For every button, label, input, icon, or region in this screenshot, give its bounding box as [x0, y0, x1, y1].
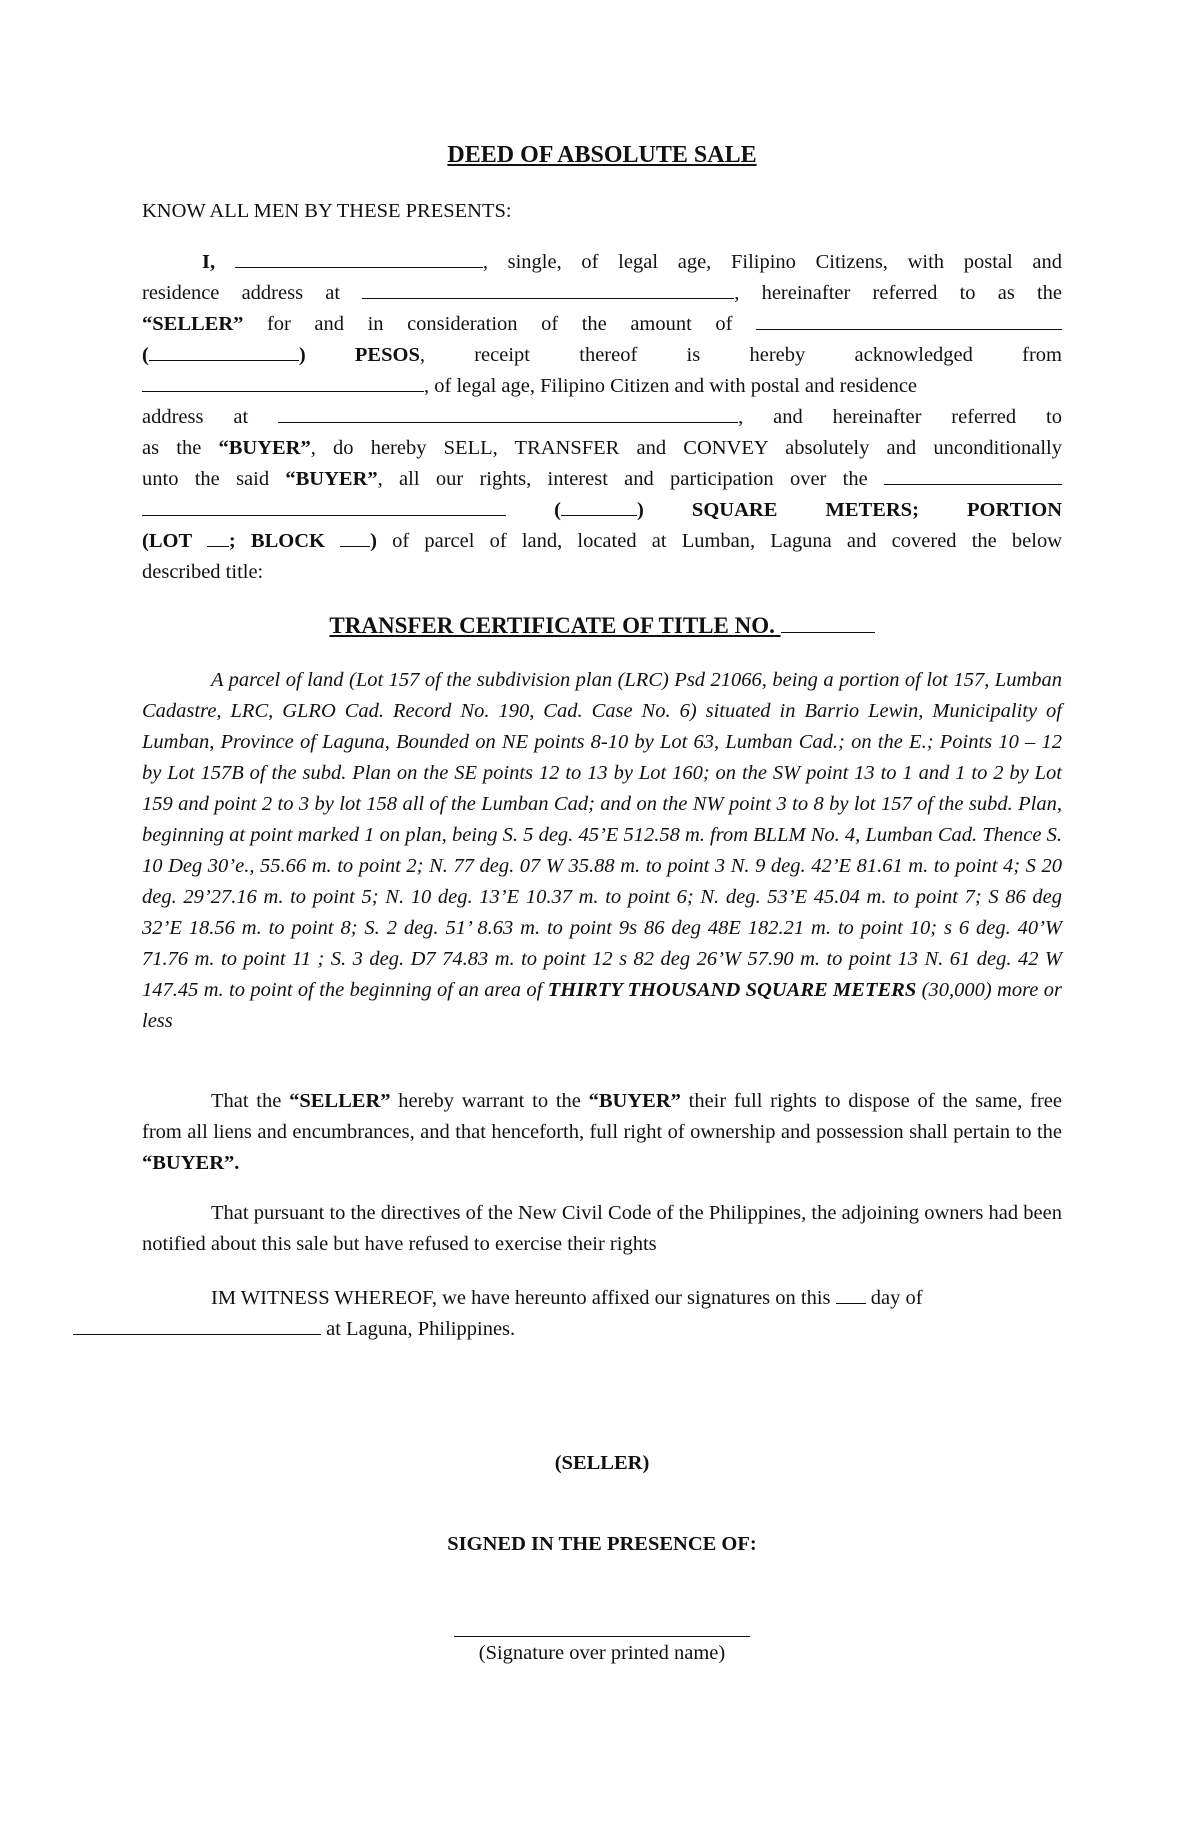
lot-blank	[207, 528, 229, 547]
signed-presence-label: SIGNED IN THE PRESENCE OF:	[447, 1533, 757, 1555]
day-blank	[836, 1285, 866, 1304]
p1-l8a: unto the said	[142, 468, 286, 490]
buyer-address-blank	[278, 404, 738, 423]
p1-l1a: I,	[202, 251, 216, 273]
p1-l1b: , single, of legal age, Filipino Citizens, with postal and	[482, 251, 1063, 273]
p1-l4a: (	[142, 344, 149, 366]
deed-page	[142, 0, 1062, 1835]
buyer-name-blank	[142, 373, 424, 392]
p1-line-5	[142, 371, 1062, 402]
p1-l10a: (LOT	[142, 530, 207, 552]
p1-l11: described title:	[142, 561, 264, 583]
p4-b: day of	[865, 1287, 923, 1309]
p1-line-7	[142, 433, 1062, 464]
warranty-paragraph	[142, 1086, 1062, 1179]
p1-l4b: ) PESOS	[298, 344, 420, 366]
area-figures-blank	[561, 497, 637, 516]
tct-heading	[142, 612, 1062, 639]
area-words-blank-2	[142, 497, 506, 516]
seller-address-blank	[362, 280, 734, 299]
p1-l7c: , do hereby SELL, TRANSFER and CONVEY absolutely and unconditionally	[310, 437, 1062, 459]
p1-line-9	[142, 495, 1062, 526]
seller-buyer-paragraph	[142, 247, 1062, 588]
land-description	[142, 665, 1062, 1037]
p1-line-1	[142, 247, 1062, 278]
tct-heading-text: TRANSFER CERTIFICATE OF TITLE NO.	[329, 613, 775, 638]
p1-l9a: (	[554, 499, 561, 521]
p1-l10c: )	[370, 530, 377, 552]
p1-line-3	[142, 309, 1062, 340]
p1-line-11	[142, 557, 1062, 588]
p1-l6a: address at	[142, 406, 249, 428]
p1-line-6	[142, 402, 1062, 433]
description-bold: THIRTY THOUSAND SQUARE METERS	[547, 979, 917, 1001]
area-words-blank-1	[884, 466, 1062, 485]
p1-line-8	[142, 464, 1062, 495]
p2-f: “BUYER”	[142, 1152, 235, 1174]
p1-l3b: for and in consideration of the amount of	[243, 313, 733, 335]
p1-line-4	[142, 340, 1062, 371]
p1-l6b: , and hereinafter referred to	[738, 406, 1062, 428]
seller-name-blank	[235, 249, 483, 268]
p2-c: hereby warrant to the	[390, 1090, 589, 1112]
p1-l5: , of legal age, Filipino Citizen and with postal and residence	[424, 375, 918, 397]
p1-l2a: residence address at	[142, 282, 341, 304]
p2-b: “SELLER”	[289, 1090, 391, 1112]
signature-caption: (Signature over printed name)	[478, 1642, 726, 1664]
p1-l10d: of parcel of land, located at Lumban, Laguna and covered the below	[376, 530, 1063, 552]
p4-a: IM WITNESS WHEREOF, we have hereunto affixed our signatures on this	[211, 1287, 836, 1309]
month-year-blank	[73, 1316, 321, 1335]
p1-line-2	[142, 278, 1062, 309]
p1-l2b: , hereinafter referred to as the	[734, 282, 1063, 304]
description-part1: A parcel of land (Lot 157 of the subdivision plan (LRC) Psd 21066, being a portion of lot 157, Lumban Cadastre, LRC, GLRO Cad. Record No. 190, Cad. Case No. 6) situated in Barrio Lewin, Municipality of Lumban, Province of Laguna, Bounded on NE points 8-10 by Lot 63, Lumban Cad.; on the E.; Points 10 – 12 by Lot 157B of the subd. Plan on the SE points 12 to 13 by Lot 160; on the SW point 13 to 1 and 1 to 2 by Lot 159 and point 2 to 3 by lot 158 all of the Lumban Cad; and on the NW point 3 to 8 by lot 157 of the subd. Plan, beginning at point marked 1 on plan, being S. 5 deg. 45’E 512.58 m. from BLLM No. 4, Lumban Cad. Thence S. 10 Deg 30’e., 55.66 m. to point 2; N. 77 deg. 07 W 35.88 m. to point 3 N. 9 deg. 42’E 81.61 m. to point 4; S 20 deg. 29’27.16 m. to point 5; N. 10 deg. 13’E 10.37 m. to point 6; N. deg. 53’E 45.04 m. to point 7; S 86 deg 32’E 18.56 m. to point 8; S. 2 deg. 51’ 8.63 m. to point 9s 86 deg 48E 182.21 m. to point 10; s 6 deg. 40’W 71.76 m. to point 11 ; S. 3 deg. D7 74.83 m. to point 12 s 82 deg 26’W 57.90 m. to point 13 N. 61 deg. 42 W 147.45 m. to point of the beginning of an area of	[142, 669, 1062, 1001]
p1-l8b: “BUYER”	[285, 468, 378, 490]
p2-a: That the	[211, 1090, 290, 1112]
tct-number-blank	[781, 612, 875, 633]
p4-c: at Laguna, Philippines.	[321, 1318, 516, 1340]
p1-l8c: , all our rights, interest and participation over the	[377, 468, 868, 490]
p2-e: their full rights to dispose of the same, free from all liens and encumbrances, and that henceforth, full right of ownership and possession shall pertain to the	[142, 1090, 1062, 1143]
amount-figures-blank	[149, 342, 299, 361]
witness-paragraph	[142, 1283, 1062, 1345]
amount-words-blank	[756, 311, 1062, 330]
p2-d: “BUYER”	[588, 1090, 681, 1112]
p1-l3a: “SELLER”	[142, 313, 244, 335]
p1-l4c: , receipt thereof is hereby acknowledged from	[419, 344, 1062, 366]
p2-g: .	[234, 1152, 240, 1174]
p1-line-10	[142, 526, 1062, 557]
description-part2: (30,000) more or less	[142, 979, 1062, 1032]
document-title: DEED OF ABSOLUTE SALE	[447, 142, 757, 168]
witness-signature-line	[454, 1636, 750, 1637]
p1-l10b: ; BLOCK	[228, 530, 341, 552]
seller-signature-label: (SELLER)	[554, 1452, 650, 1474]
p1-l9b: ) SQUARE METERS; PORTION	[636, 499, 1062, 521]
civil-code-paragraph: That pursuant to the directives of the New Civil Code of the Philippines, the adjoining owners had been notified about this sale but have refused to exercise their rights	[142, 1202, 1062, 1255]
block-blank	[340, 528, 370, 547]
opening-line: KNOW ALL MEN BY THESE PRESENTS:	[142, 200, 512, 222]
p1-l7b: “BUYER”	[218, 437, 311, 459]
p1-l7a: as the	[142, 437, 219, 459]
